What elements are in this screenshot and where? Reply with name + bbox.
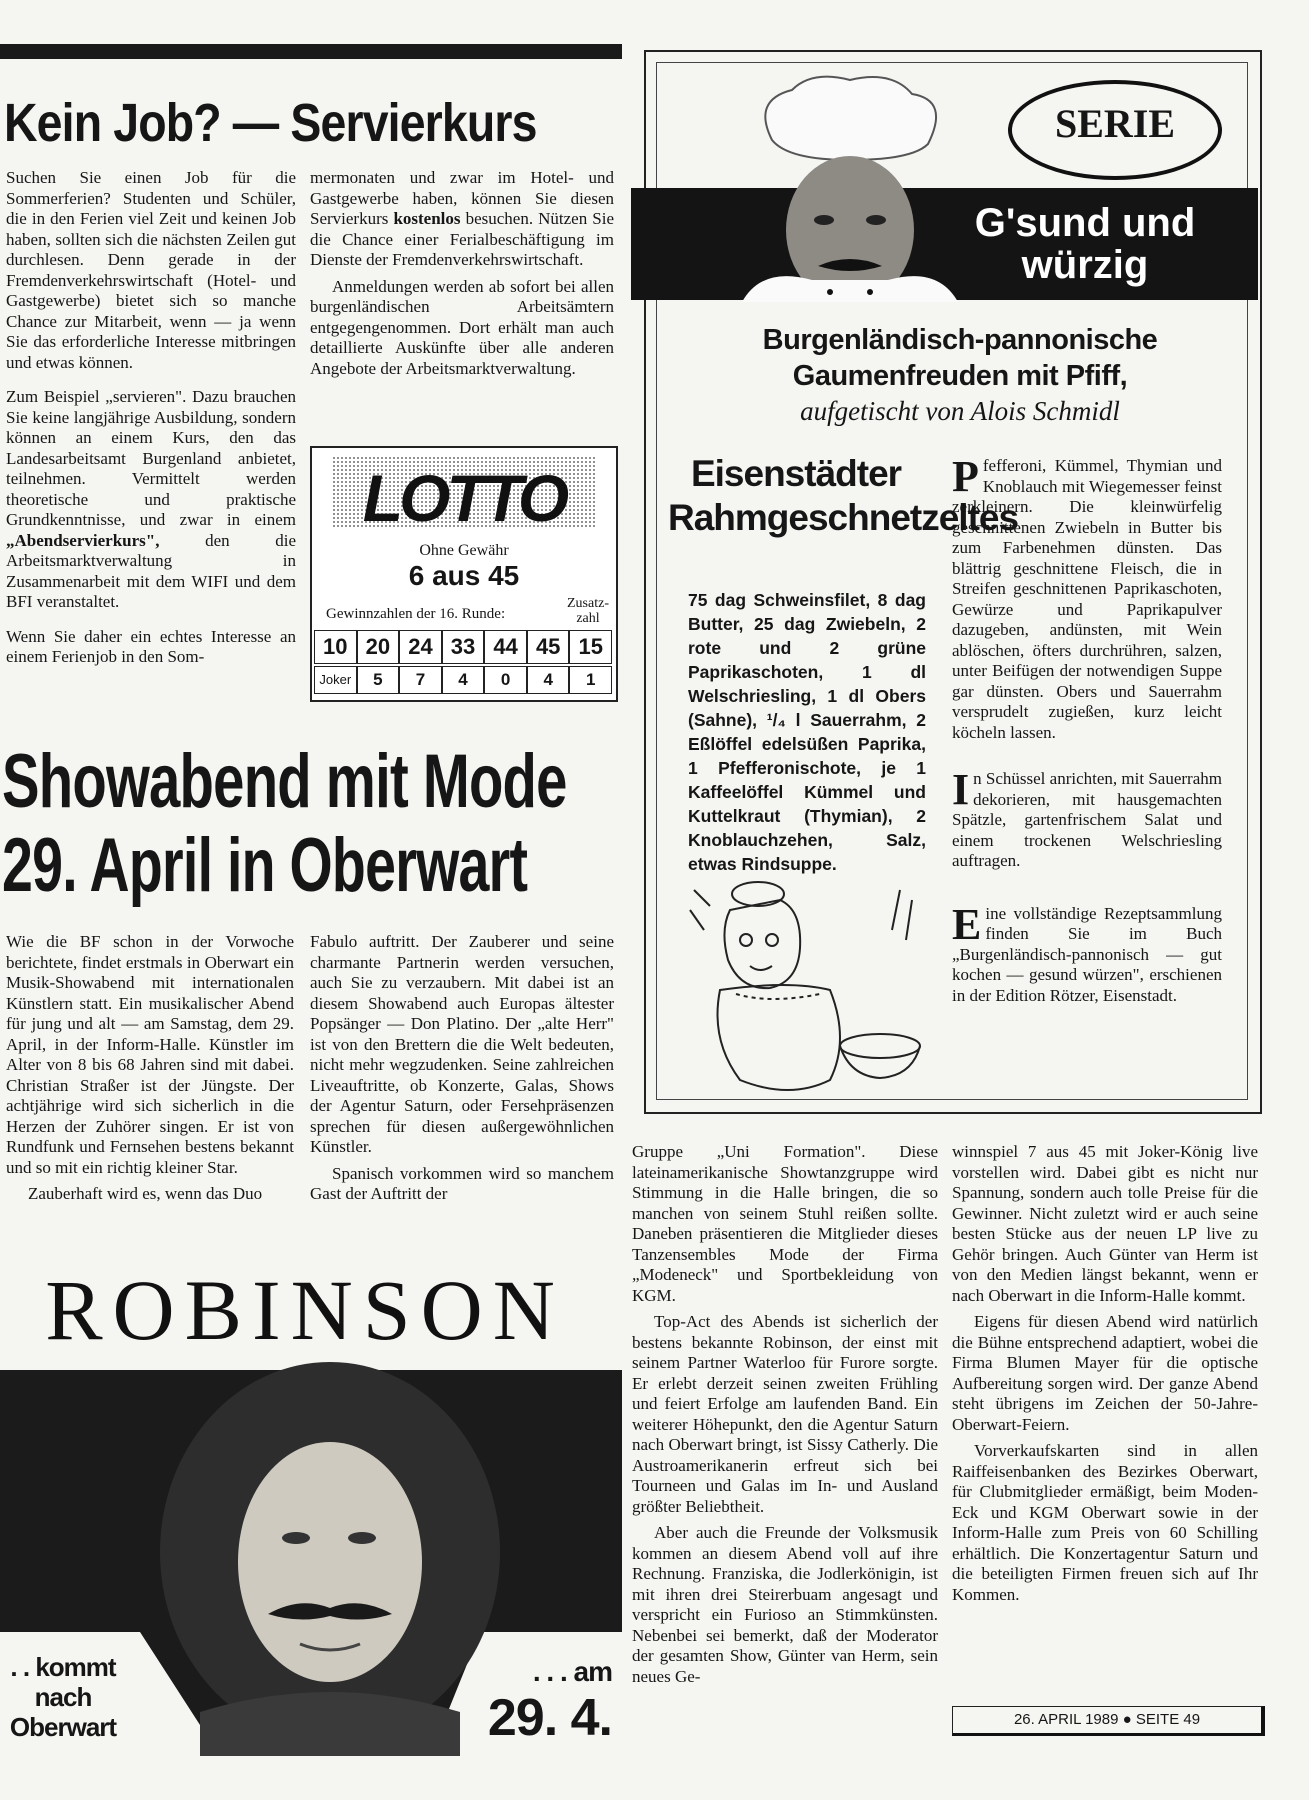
joker-digit: 4: [442, 666, 485, 694]
lotto-numbers: [314, 630, 612, 664]
lotto-extra-number: 15: [569, 630, 612, 664]
recipe-step-3: Eine vollständige Rezeptsammlung finden Sie im Buch „Burgenländisch-pannonisch — gut kochen — gesund würzen", erschienen in der Edition Rötzer, Eisenstadt.: [952, 899, 1222, 1005]
lotto-number: 10: [314, 630, 357, 664]
article1-p2: Zum Beispiel „servieren". Dazu brauchen Sie keine langjährige Ausbildung, sondern können an einem Kurs, den das Landesarbeitsamt Burgenland anbietet, teilnehmen. Vermittelt werden theoretische und praktische Grundkenntnisse, und zwar in einem „Abendservierkurs", den die Arbeitsmarktverwaltung in Zusammenarbeit mit dem WIFI und dem BFI veranstaltet.: [6, 387, 296, 611]
recipe-steps: [952, 452, 1222, 1012]
article2-col3: [632, 1142, 938, 1693]
cook-illustration: [680, 870, 930, 1100]
lotto-number: 33: [442, 630, 485, 664]
article2-p4: Top-Act des Abends ist sicherlich der bestens bekannte Robinson, der einst mit seinem Partner Waterloo für Furore sorgte. Er erlebt derzeit seinen zweiten Frühling und feiert Erfolge am laufenden Band. Ein weiterer Höhepunkt, den die Agentur Saturn nach Oberwart bringt, ist Sissy Catherly. Die Austroamerikanerin erfreut sich bei Tourneen und Galas im In- und Ausland größter Beliebtheit.: [632, 1312, 938, 1516]
serie-title: G'sund und würzig: [974, 201, 1196, 287]
serie-author: aufgetischt von Alois Schmidl: [800, 396, 1120, 426]
article1-bold: „Abendservierkurs",: [6, 530, 160, 550]
article1-p4: mermonaten und zwar im Hotel- und Gastgewerbe haben, können Sie diesen Servierkurs kostenlos besuchen. Nützen Sie die Chance einer Ferialbeschäftigung im Dienste der Fremdenverkehrswirtschaft.: [310, 168, 615, 269]
lotto-note: Ohne Gewähr: [419, 542, 509, 559]
joker-digit: 4: [527, 666, 570, 694]
lotto-extra-label: Zusatz-zahl: [567, 596, 609, 626]
lotto-number: 44: [484, 630, 527, 664]
lotto-game: 6 aus 45: [408, 560, 520, 591]
serie-badge-text: SERIE: [1054, 101, 1176, 146]
article2-p2b: Spanisch vorkommen wird so manchem Gast der Auftritt der: [310, 1163, 614, 1203]
joker-label: Joker: [314, 666, 357, 694]
lotto-logo: [332, 456, 596, 535]
lotto-number: 24: [399, 630, 442, 664]
chef-portrait: [732, 70, 968, 302]
joker-digit: 0: [484, 666, 527, 694]
article2-p2: Fabulo auftritt. Der Zauberer und seine charmante Partnerin werden versuchen, auch Sie zu verzaubern. Mit dabei ist an diesem Showabend auch Europas ältester Popsänger — Don Platino. Der „alte Herr" ist von den Brettern die die Welt bedeuten, nicht mehr wegzudenken. Seine zahlreichen Liveauftritte, ob Konzerte, Galas, Shows der Agentur Saturn, oder Fersehpräsenzen sprechen für diesen außergewöhnlichen Künstler.: [310, 932, 614, 1156]
robinson-am-text: . . . am: [532, 1656, 612, 1687]
article1-col1: [6, 168, 296, 674]
lotto-round-label: Gewinnzahlen der 16. Runde:: [326, 606, 506, 622]
article1-p3: Wenn Sie daher ein echtes Interesse an einem Ferienjob in den Som-: [6, 626, 296, 666]
top-rule: [0, 44, 622, 59]
robinson-kommt-text: . . kommt nach Oberwart: [9, 1652, 117, 1742]
article2-p8: Vorverkaufskarten sind in allen Raiffeisenbanken des Bezirkes Oberwart, für Clubmitglieder ermäßigt, beim Moden-Eck und KGM Oberwart sowie in der Inform-Halle zum Preis von 60 Schilling erhältlich. Die Konzertagentur Saturn und die beteiligten Firmen freuen sich auf Ihr Kommen.: [952, 1441, 1258, 1604]
dropcap-p: P: [952, 452, 979, 501]
article2-col1: [6, 932, 294, 1211]
dropcap-e: E: [952, 899, 982, 949]
lotto-logo-text: LOTTO: [362, 461, 566, 535]
article2-col2: [310, 932, 614, 1211]
article2-p3: Gruppe „Uni Formation". Diese lateinamerikanische Showtanzgruppe wird Stimmung in die Halle bringen, die so manchen von seinem Stuhl reißen sollte. Daneben präsentieren die Mitglieder dieses Tanzensembles Mode der Firma „Modeneck" und Sportbekleidung von KGM.: [632, 1142, 938, 1305]
lotto-number: 20: [357, 630, 400, 664]
article2-p1: Wie die BF schon in der Vorwoche berichtete, findet erstmals in Oberwart ein Musik-Showabend mit internationalen Künstlern statt. Ein musikalischer Abend für jung und alt — am Samstag, dem 29. April, in der Inform-Halle. Künstler im Alter von 8 bis 68 Jahren sind mit dabei. Christian Straßer ist der Jüngste. Der achtjährige wird sich sicherlich in die Herzen der Zuhörer singen. Er ist von Rundfunk und Fernsehen bestens bekannt und so mit ein richtig kleiner Star.: [6, 932, 294, 1177]
recipe-ingredients: 75 dag Schweinsfilet, 8 dag Butter, 25 dag Zwiebeln, 2 rote und 2 grüne Paprikaschoten, 1 dl Welschriesling, 1 dl Obers (Sahne), ¹/₄ l Sauerrahm, 2 Eßlöffel edelsüßen Paprika, 1 Pfefferonischote, je 1 Kaffeelöffel Kümmel und Kuttelkraut (Thymian), 2 Knoblauchzehen, Salz, etwas Rindsuppe.: [688, 590, 926, 874]
headline-showabend-1: Showabend mit Mode: [2, 739, 567, 824]
article2-p6: winnspiel 7 aus 45 mit Joker-König live vorstellen wird. Dabei gibt es nicht nur Spannung, sondern auch tolle Preise für die Gewinner. Nicht zuletzt wird er auch seine besten Stücke aus der neuen LP live zu Gehör bringen. Auch Günter van Herm ist von den Medien längst bekannt, wenn er nach Oberwart in die Inform-Halle kommt.: [952, 1142, 1258, 1305]
serie-badge: [1008, 80, 1222, 180]
robinson-date: 29. 4.: [487, 1689, 612, 1747]
article2-p5: Aber auch die Freunde der Volksmusik kommen an diesem Abend voll auf ihre Rechnung. Franziska, die Jodlerkönigin, ist mit ihren drei Steirerbuam angesagt und verspricht ein Furioso an Stimmkünsten. Nebenbei sei bemerkt, daß der Moderator der gesamten Show, Günter van Herm, sein neues Ge-: [632, 1523, 938, 1686]
article2-col4: [952, 1142, 1258, 1611]
recipe-step-2: In Schüssel anrichten, mit Sauerrahm dekorieren, mit hausgemachten Spätzle, gartenfrischem Salat und einem trockenen Welschriesling auftragen.: [952, 765, 1222, 870]
lotto-number: 45: [527, 630, 570, 664]
recipe-step-1: Pfefferoni, Kümmel, Thymian und Knoblauch mit Wiegemesser feinst zerkleinern. Die kleinwürfelig geschnittenen Zwiebeln in Butter bis zum Farbenehmen dünsten. Das blättrig geschnittene Fleisch, die in Streifen geschnittenen Paprikaschoten, Gewürze und Paprikapulver dazugeben, andünsten, mit Wein ablöschen, öfters durchrühren, salzen, unter Beifügen der notwendigen Suppe gar dünsten. Obers und Sauerrahm versprudelt zugießen, kurz leicht köcheln lassen.: [952, 452, 1222, 742]
lotto-joker: [314, 666, 612, 694]
article1-col2: [310, 168, 614, 385]
page-footer: 26. APRIL 1989 ● SEITE 49: [952, 1706, 1265, 1736]
serie-subheadline: Burgenländisch-pannonische Gaumenfreuden mit Pfiff,: [762, 324, 1158, 392]
joker-digit: 5: [357, 666, 400, 694]
headline-showabend-2: 29. April in Oberwart: [2, 823, 528, 908]
recipe-title: Eisenstädter Rahmgeschnetzeltes: [668, 453, 1019, 538]
article1-p1: Suchen Sie einen Job für die Sommerferien? Studenten und Schüler, die in den Ferien viel Zeit und keinen Job haben, sollten sich die nächsten Zeilen gut durchlesen. Denn gerade in der Fremdenverkehrswirtschaft (Hotel- und Gastgewerbe) bietet sich so manche Chance zur Mitarbeit, wenn — ja wenn Sie das erforderliche Interesse mitbringen und etwas können.: [6, 168, 296, 372]
article2-p1b: Zauberhaft wird es, wenn das Duo: [28, 1184, 263, 1203]
robinson-title: ROBINSON: [45, 1262, 565, 1358]
headline-servierkurs: Kein Job? — Servierkurs: [4, 93, 537, 153]
dropcap-i: I: [952, 765, 970, 814]
article2-p7: Eigens für diesen Abend wird natürlich die Bühne entsprechend adaptiert, wobei die Firma Blumen Mayer für die optische Aufbereitung sorgen wird. Der ganze Abend steht übrigens im Zeichen der 50-Jahre-Oberwart-Feiern.: [952, 1312, 1258, 1434]
lotto-box: [310, 446, 618, 702]
article1-p5: Anmeldungen werden ab sofort bei allen burgenländischen Arbeitsämtern entgegengenommen. Dort erhält man auch detaillierte Auskünfte über alle anderen Angebote der Arbeitsmarktverwaltung.: [310, 276, 614, 378]
joker-digit: 7: [399, 666, 442, 694]
joker-digit: 1: [569, 666, 612, 694]
